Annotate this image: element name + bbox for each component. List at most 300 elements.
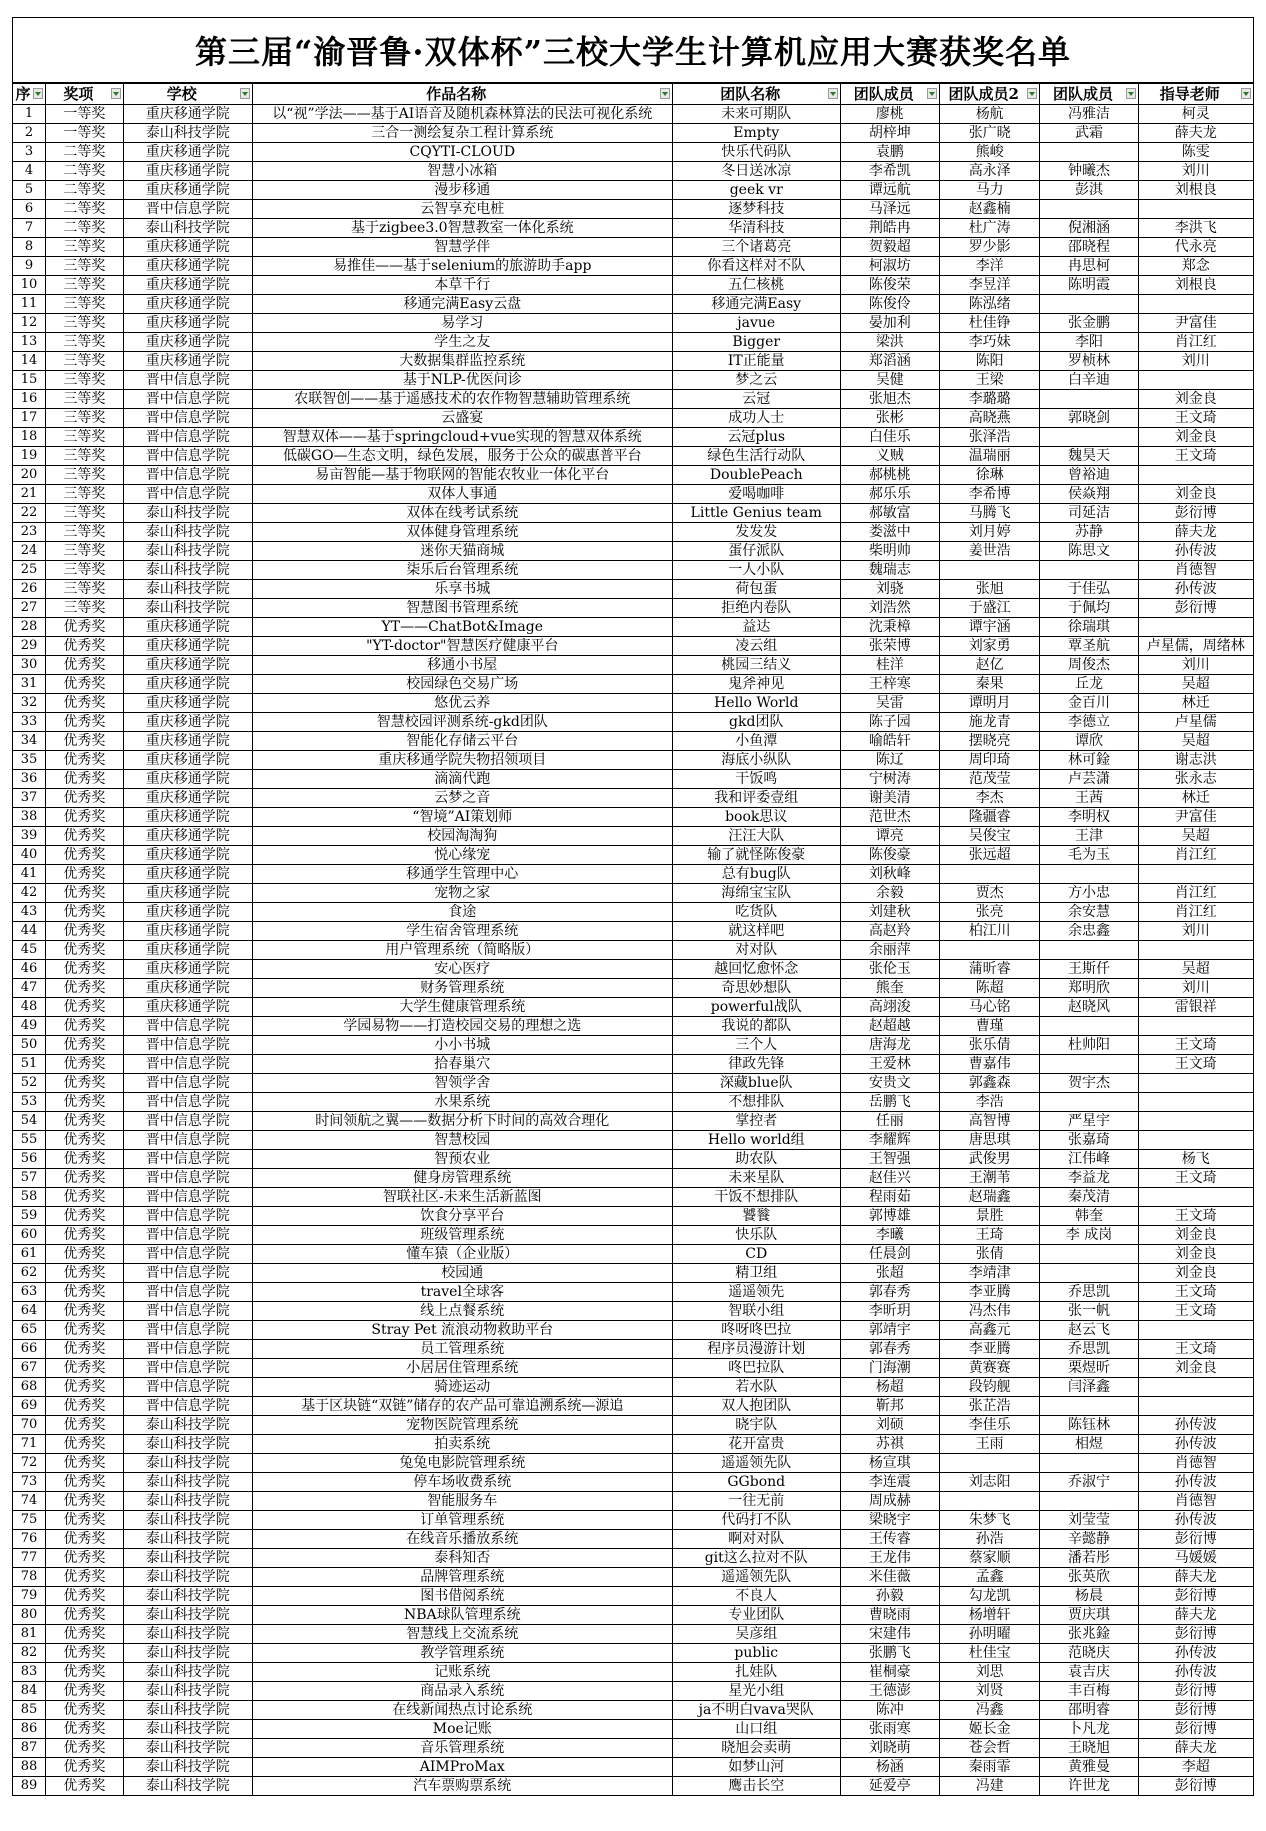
cell-award: 优秀奖 [46,1587,124,1606]
cell-school: 泰山科技学院 [123,599,252,618]
cell-member-1: 郭靖宇 [840,1321,939,1340]
cell-member-2: 高鑫元 [939,1321,1039,1340]
cell-team-name: Empty [672,124,840,143]
cell-seq: 46 [13,960,46,979]
cell-advisor: 雷银祥 [1138,998,1253,1017]
cell-advisor: 吴超 [1138,960,1253,979]
cell-team-name: 吃货队 [672,903,840,922]
cell-member-1: 王德澎 [840,1682,939,1701]
cell-member-1: 岳鹏飞 [840,1093,939,1112]
cell-school: 重庆移通学院 [123,884,252,903]
cell-award: 优秀奖 [46,1055,124,1074]
table-row [13,1283,1254,1302]
cell-member-3: 王晓旭 [1040,1739,1138,1758]
cell-team-name: 你看这样对不队 [672,257,840,276]
cell-seq: 83 [13,1663,46,1682]
column-header-seq[interactable] [13,84,46,105]
column-header-member-3[interactable] [1040,84,1138,105]
cell-advisor [1138,371,1253,390]
cell-advisor: 谢志洪 [1138,751,1253,770]
cell-advisor: 刘金良 [1138,428,1253,447]
cell-school: 晋中信息学院 [123,1093,252,1112]
cell-team-name: 小鱼潭 [672,732,840,751]
cell-member-1: 张雨寒 [840,1720,939,1739]
cell-work-name: 易学习 [252,314,672,333]
cell-work-name: 基于zigbee3.0智慧教室一体化系统 [252,219,672,238]
table-row [13,1321,1254,1340]
table-row [13,561,1254,580]
cell-award: 优秀奖 [46,1150,124,1169]
cell-seq: 28 [13,618,46,637]
cell-school: 晋中信息学院 [123,1321,252,1340]
filter-dropdown-icon[interactable] [1027,88,1037,99]
cell-seq: 66 [13,1340,46,1359]
cell-member-3: 陈明霞 [1040,276,1138,295]
cell-school: 泰山科技学院 [123,1587,252,1606]
table-row [13,1549,1254,1568]
table-row [13,1435,1254,1454]
cell-member-2: 熊峻 [939,143,1039,162]
cell-team-name: 未来星队 [672,1169,840,1188]
cell-advisor: 孙传波 [1138,1663,1253,1682]
cell-award: 三等奖 [46,561,124,580]
cell-work-name: 泰科知否 [252,1549,672,1568]
cell-award: 优秀奖 [46,1340,124,1359]
cell-member-2: 武俊男 [939,1150,1039,1169]
cell-advisor [1138,1093,1253,1112]
cell-award: 一等奖 [46,105,124,124]
cell-member-3 [1040,1492,1138,1511]
cell-work-name: 音乐管理系统 [252,1739,672,1758]
cell-member-2: 秦雨霏 [939,1758,1039,1777]
table-row [13,1739,1254,1758]
cell-work-name: 智能服务车 [252,1492,672,1511]
cell-member-3: 闫泽鑫 [1040,1378,1138,1397]
cell-work-name: 智联社区-未来生活新蓝图 [252,1188,672,1207]
cell-advisor [1138,618,1253,637]
cell-award: 三等奖 [46,504,124,523]
cell-member-3 [1040,941,1138,960]
cell-work-name: 柒乐后台管理系统 [252,561,672,580]
cell-member-3: 范晓庆 [1040,1644,1138,1663]
cell-member-3 [1040,390,1138,409]
filter-dropdown-icon[interactable] [33,88,43,99]
cell-award: 三等奖 [46,238,124,257]
cell-school: 晋中信息学院 [123,1150,252,1169]
cell-member-1: 宁树涛 [840,770,939,789]
column-header-advisor[interactable] [1138,84,1253,105]
table-row [13,865,1254,884]
cell-advisor: 林迁 [1138,789,1253,808]
table-row [13,1302,1254,1321]
cell-member-1: 郝乐乐 [840,485,939,504]
cell-member-3: 郑明欣 [1040,979,1138,998]
column-header-school[interactable] [123,84,252,105]
cell-advisor: 薛夫龙 [1138,1568,1253,1587]
cell-member-1: 门海潮 [840,1359,939,1378]
cell-team-name: 咚呀咚巴拉 [672,1321,840,1340]
cell-team-name: ja不明白vava哭队 [672,1701,840,1720]
cell-seq: 59 [13,1207,46,1226]
cell-team-name: 饕餮 [672,1207,840,1226]
cell-seq: 36 [13,770,46,789]
cell-member-3: 郭晓剑 [1040,409,1138,428]
table-row [13,1473,1254,1492]
cell-member-2: 蔡家顺 [939,1549,1039,1568]
cell-member-2: 张广晓 [939,124,1039,143]
cell-school: 晋中信息学院 [123,1245,252,1264]
table-row [13,1378,1254,1397]
cell-award: 优秀奖 [46,865,124,884]
cell-member-3: 倪湘涵 [1040,219,1138,238]
cell-seq: 49 [13,1017,46,1036]
cell-team-name: 花开富贵 [672,1435,840,1454]
cell-work-name: 云盛宴 [252,409,672,428]
cell-member-1: 宋建伟 [840,1625,939,1644]
cell-work-name: travel全球客 [252,1283,672,1302]
cell-seq: 6 [13,200,46,219]
cell-member-2: 谭明月 [939,694,1039,713]
cell-work-name: Stray Pet 流浪动物救助平台 [252,1321,672,1340]
filter-dropdown-icon[interactable] [1126,88,1136,99]
cell-advisor: 彭衍博 [1138,1625,1253,1644]
cell-member-1: 靳邦 [840,1397,939,1416]
cell-work-name: 用户管理系统（简略版） [252,941,672,960]
cell-team-name: 海底小纵队 [672,751,840,770]
cell-school: 晋中信息学院 [123,1017,252,1036]
cell-school: 重庆移通学院 [123,922,252,941]
cell-member-2: 隆疆睿 [939,808,1039,827]
cell-member-2: 李杰 [939,789,1039,808]
cell-member-3: 丘龙 [1040,675,1138,694]
cell-member-1: 孙毅 [840,1587,939,1606]
cell-member-3: 周俊杰 [1040,656,1138,675]
filter-dropdown-icon[interactable] [828,88,838,99]
table-row [13,713,1254,732]
cell-work-name: CQYTI-CLOUD [252,143,672,162]
filter-dropdown-icon[interactable] [1241,88,1251,99]
cell-member-1: 曹晓雨 [840,1606,939,1625]
cell-award: 优秀奖 [46,1245,124,1264]
cell-seq: 53 [13,1093,46,1112]
cell-award: 优秀奖 [46,1321,124,1340]
cell-member-3: 乔思凯 [1040,1283,1138,1302]
cell-team-name: 荷包蛋 [672,580,840,599]
table-row [13,1568,1254,1587]
cell-team-name: 鹰击长空 [672,1777,840,1796]
cell-member-2: 王潮苇 [939,1169,1039,1188]
cell-work-name: 安心医疗 [252,960,672,979]
cell-advisor: 王文琦 [1138,1169,1253,1188]
cell-member-3: 张金鹏 [1040,314,1138,333]
cell-advisor: 刘金良 [1138,485,1253,504]
table-row [13,409,1254,428]
cell-member-1: 赵超越 [840,1017,939,1036]
cell-member-2: 王琦 [939,1226,1039,1245]
cell-member-1: 娄滋中 [840,523,939,542]
cell-member-2: 李昱洋 [939,276,1039,295]
cell-member-3: 冯雅洁 [1040,105,1138,124]
cell-member-1: 任晨剑 [840,1245,939,1264]
cell-seq: 45 [13,941,46,960]
filter-dropdown-icon[interactable] [660,88,670,99]
cell-member-2: 刘月婷 [939,523,1039,542]
cell-award: 优秀奖 [46,1074,124,1093]
table-body [13,105,1254,1796]
cell-member-2: 张亮 [939,903,1039,922]
cell-school: 泰山科技学院 [123,542,252,561]
cell-member-1: 杨涵 [840,1758,939,1777]
cell-work-name: 智慧校园 [252,1131,672,1150]
cell-advisor [1138,865,1253,884]
cell-member-1: 李耀辉 [840,1131,939,1150]
table-row [13,523,1254,542]
cell-school: 重庆移通学院 [123,105,252,124]
table-row [13,884,1254,903]
cell-member-1: 吴健 [840,371,939,390]
cell-member-2: 杜佳宝 [939,1644,1039,1663]
cell-advisor [1138,1017,1253,1036]
table-row [13,1758,1254,1777]
cell-seq: 60 [13,1226,46,1245]
cell-member-3: 相煜 [1040,1435,1138,1454]
cell-member-2: 施龙青 [939,713,1039,732]
cell-school: 重庆移通学院 [123,979,252,998]
cell-advisor: 彭衍博 [1138,1701,1253,1720]
cell-member-3 [1040,143,1138,162]
cell-team-name: 精卫组 [672,1264,840,1283]
cell-member-3: 张一帆 [1040,1302,1138,1321]
cell-team-name: 双人抱团队 [672,1397,840,1416]
table-row [13,1131,1254,1150]
cell-advisor: 卢星儒，周绪林 [1138,637,1253,656]
cell-member-3: 乔思凯 [1040,1340,1138,1359]
cell-member-2: 曹瑾 [939,1017,1039,1036]
cell-member-2: 刘志阳 [939,1473,1039,1492]
cell-member-1: 袁鹏 [840,143,939,162]
cell-team-name: gkd团队 [672,713,840,732]
cell-advisor: 肖江红 [1138,846,1253,865]
column-header-team-name[interactable] [672,84,840,105]
cell-work-name: 易亩智能—基于物联网的智能农牧业一体化平台 [252,466,672,485]
cell-member-1: 陈辽 [840,751,939,770]
cell-member-3: 余安慧 [1040,903,1138,922]
cell-member-3: 张英欣 [1040,1568,1138,1587]
cell-member-2: 李巧妹 [939,333,1039,352]
cell-seq: 40 [13,846,46,865]
cell-advisor [1138,1188,1253,1207]
cell-work-name: 智慧图书管理系统 [252,599,672,618]
cell-advisor [1138,1131,1253,1150]
cell-school: 重庆移通学院 [123,998,252,1017]
cell-member-1: 张超 [840,1264,939,1283]
cell-member-3: 秦茂清 [1040,1188,1138,1207]
cell-advisor: 肖德智 [1138,1492,1253,1511]
cell-advisor [1138,1397,1253,1416]
cell-work-name: 学生之友 [252,333,672,352]
cell-award: 优秀奖 [46,1606,124,1625]
cell-seq: 17 [13,409,46,428]
cell-member-1: 唐海龙 [840,1036,939,1055]
cell-work-name: 大数据集群监控系统 [252,352,672,371]
cell-seq: 82 [13,1644,46,1663]
cell-seq: 31 [13,675,46,694]
cell-team-name: 咚巴拉队 [672,1359,840,1378]
cell-work-name: 双体人事通 [252,485,672,504]
cell-school: 重庆移通学院 [123,846,252,865]
cell-member-3 [1040,1454,1138,1473]
cell-member-3: 毛为玉 [1040,846,1138,865]
cell-advisor: 刘金良 [1138,1264,1253,1283]
cell-school: 重庆移通学院 [123,960,252,979]
cell-award: 优秀奖 [46,1169,124,1188]
cell-award: 优秀奖 [46,1378,124,1397]
table-row [13,1397,1254,1416]
cell-school: 泰山科技学院 [123,1739,252,1758]
cell-work-name: “智境”AI策划师 [252,808,672,827]
cell-member-1: 赵佳兴 [840,1169,939,1188]
cell-work-name: 基于NLP-优医问诊 [252,371,672,390]
cell-member-2: 陈超 [939,979,1039,998]
cell-school: 泰山科技学院 [123,219,252,238]
cell-advisor: 孙传波 [1138,1435,1253,1454]
filter-dropdown-icon[interactable] [111,88,121,99]
cell-seq: 50 [13,1036,46,1055]
cell-member-3 [1040,561,1138,580]
cell-work-name: 骑迹运动 [252,1378,672,1397]
cell-award: 优秀奖 [46,1036,124,1055]
table-row [13,1074,1254,1093]
cell-member-1: 周成赫 [840,1492,939,1511]
cell-team-name: 如梦山河 [672,1758,840,1777]
table-row [13,504,1254,523]
cell-award: 优秀奖 [46,656,124,675]
cell-seq: 42 [13,884,46,903]
filter-dropdown-icon[interactable] [240,88,250,99]
cell-school: 晋中信息学院 [123,1131,252,1150]
cell-work-name: 悠优云养 [252,694,672,713]
cell-member-3: 栗煜昕 [1040,1359,1138,1378]
table-row [13,637,1254,656]
cell-member-1: 余丽萍 [840,941,939,960]
cell-seq: 61 [13,1245,46,1264]
table-row [13,485,1254,504]
cell-advisor: 彭衍博 [1138,599,1253,618]
cell-seq: 44 [13,922,46,941]
cell-seq: 51 [13,1055,46,1074]
cell-school: 重庆移通学院 [123,694,252,713]
cell-member-1: 沈秉樟 [840,618,939,637]
table-row [13,1663,1254,1682]
cell-award: 优秀奖 [46,1568,124,1587]
cell-work-name: NBA球队管理系统 [252,1606,672,1625]
cell-member-3: 杜帅阳 [1040,1036,1138,1055]
cell-member-2 [939,561,1039,580]
table-row [13,770,1254,789]
cell-member-3: 余忠鑫 [1040,922,1138,941]
table-row [13,1207,1254,1226]
cell-member-1: 刘浩然 [840,599,939,618]
cell-member-3: 李阳 [1040,333,1138,352]
cell-advisor: 吴超 [1138,675,1253,694]
cell-team-name: 一人小队 [672,561,840,580]
cell-member-2: 蒲昕睿 [939,960,1039,979]
cell-member-2: 张乐倩 [939,1036,1039,1055]
cell-seq: 3 [13,143,46,162]
cell-advisor: 代永亮 [1138,238,1253,257]
cell-work-name: 在线新闻热点讨论系统 [252,1701,672,1720]
cell-member-1: 吴雷 [840,694,939,713]
column-header-member-2[interactable] [939,84,1039,105]
cell-award: 二等奖 [46,181,124,200]
cell-award: 二等奖 [46,162,124,181]
cell-work-name: 线上点餐系统 [252,1302,672,1321]
cell-member-2: 李浩 [939,1093,1039,1112]
cell-work-name: 漫步移通 [252,181,672,200]
column-header-label: 团队成员 [1053,85,1114,103]
cell-seq: 29 [13,637,46,656]
column-header-member-1[interactable] [840,84,939,105]
cell-member-3: 袁吉庆 [1040,1663,1138,1682]
cell-member-3 [1040,295,1138,314]
cell-team-name: 晓旭会卖萌 [672,1739,840,1758]
cell-school: 泰山科技学院 [123,1435,252,1454]
cell-award: 优秀奖 [46,1283,124,1302]
table-row [13,1701,1254,1720]
cell-work-name: 低碳GO—生态文明，绿色发展，服务于公众的碳惠普平台 [252,447,672,466]
cell-advisor: 卢星儒 [1138,713,1253,732]
cell-award: 优秀奖 [46,1416,124,1435]
cell-advisor: 王文琦 [1138,409,1253,428]
cell-school: 重庆移通学院 [123,865,252,884]
cell-award: 三等奖 [46,409,124,428]
filter-dropdown-icon[interactable] [927,88,937,99]
cell-school: 晋中信息学院 [123,485,252,504]
cell-work-name: 拾春巢穴 [252,1055,672,1074]
cell-work-name: 小居居住管理系统 [252,1359,672,1378]
cell-member-3: 邵晓程 [1040,238,1138,257]
cell-award: 优秀奖 [46,1017,124,1036]
cell-work-name: 宠物之家 [252,884,672,903]
cell-seq: 9 [13,257,46,276]
cell-member-2: 秦果 [939,675,1039,694]
cell-member-3: 黄雅曼 [1040,1758,1138,1777]
cell-work-name: "YT-doctor"智慧医疗健康平台 [252,637,672,656]
cell-work-name: 员工管理系统 [252,1340,672,1359]
cell-seq: 15 [13,371,46,390]
cell-team-name: 爱喝咖啡 [672,485,840,504]
cell-member-3: 贺宇杰 [1040,1074,1138,1093]
cell-school: 泰山科技学院 [123,1720,252,1739]
cell-school: 晋中信息学院 [123,1074,252,1093]
cell-advisor [1138,941,1253,960]
table-row [13,1112,1254,1131]
column-header-work-name[interactable] [252,84,672,105]
cell-seq: 89 [13,1777,46,1796]
table-row [13,960,1254,979]
cell-seq: 54 [13,1112,46,1131]
cell-award: 三等奖 [46,447,124,466]
table-row [13,979,1254,998]
cell-work-name: 智慧校园评测系统-gkd团队 [252,713,672,732]
cell-work-name: 品牌管理系统 [252,1568,672,1587]
cell-member-1: 梁晓宇 [840,1511,939,1530]
column-header-award[interactable] [46,84,124,105]
cell-member-1: 刘骁 [840,580,939,599]
cell-award: 优秀奖 [46,1663,124,1682]
cell-advisor: 王文琦 [1138,1283,1253,1302]
cell-member-3: 卜凡龙 [1040,1720,1138,1739]
